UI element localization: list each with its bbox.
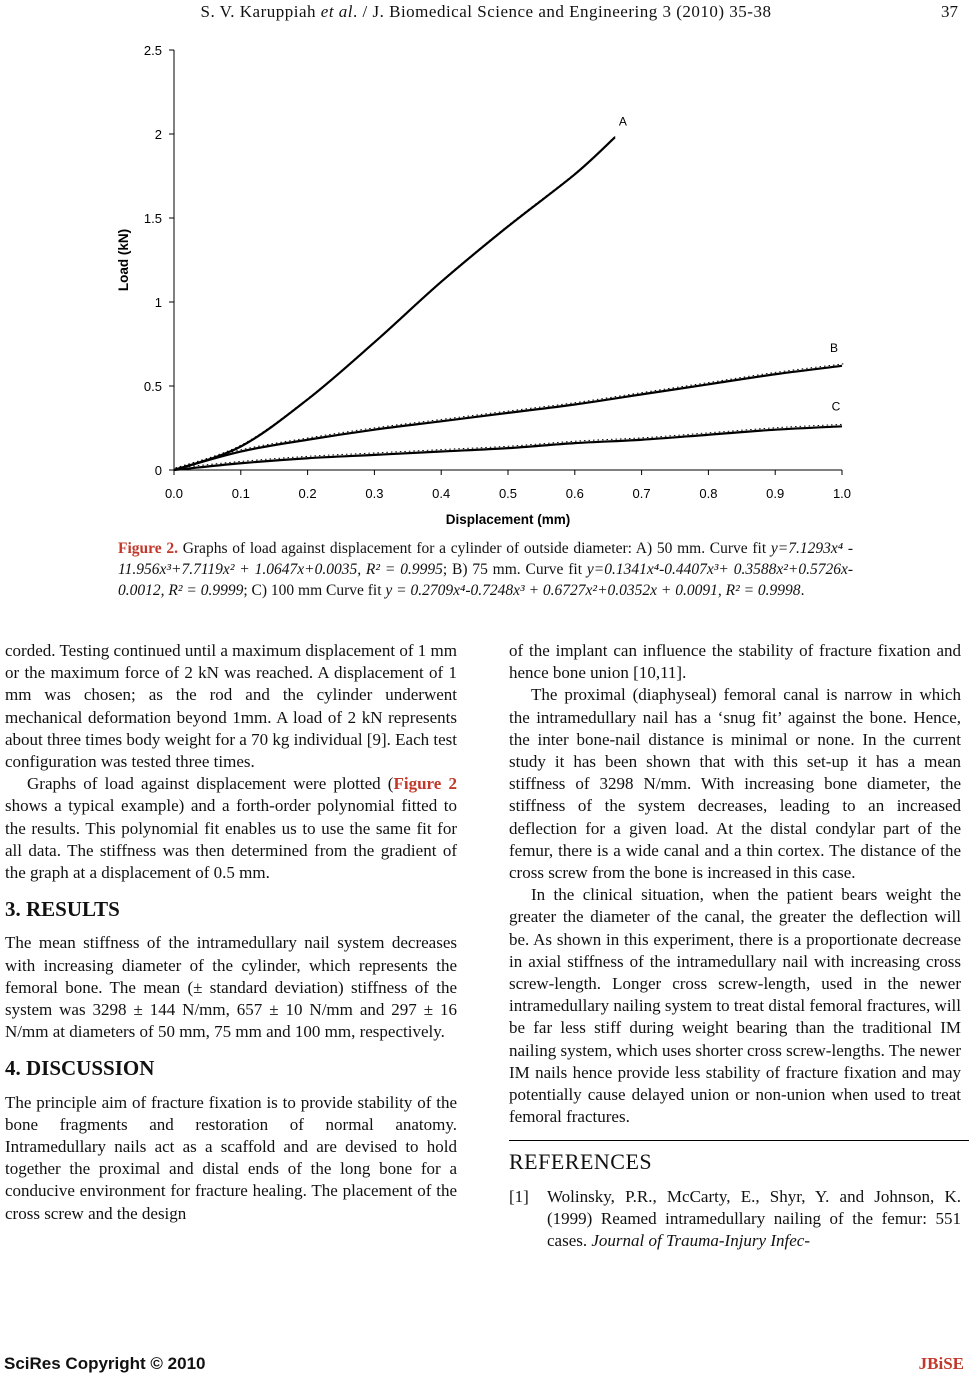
- discussion-heading: 4. DISCUSSION: [5, 1056, 155, 1081]
- discussion-paragraph: The principle aim of fracture fixation is to provide stability of the bone fragments and restoration of normal anatomy. Intramedullary nails act as a scaffold and are devised to hold together the proximal and distal ends of the long bone for a conducive environment for fracture healing. The placement of the cross screw and the design: [5, 1092, 457, 1223]
- y-tick-label: 1: [154, 295, 162, 310]
- reference-number: [1]: [509, 1186, 529, 1206]
- x-tick-label: 0.9: [766, 486, 785, 501]
- references-heading: REFERENCES: [509, 1149, 653, 1175]
- methods-paragraph-end: corded. Testing continued until a maximum displacement of 1 mm or the maximum force of 2 kN was reached. A displacement of 1 mm was chosen; as the rod and the cylinder underwent mechanical deformation beyond 1mm. A load of 2 kN represents about three times body weight for a 70 kg individual [9]. Each test configuration was tested three times.: [5, 641, 457, 772]
- x-tick-label: 0.2: [298, 486, 317, 501]
- caption-fit-a: y=7.1293x⁴ - 11.956x³+7.7119x² + 1.0647x+0.0035, R² = 0.9995: [118, 540, 854, 578]
- graphs-paragraph: [5, 773, 457, 884]
- caption-text-1: Graphs of load against displacement for a cylinder of outside diameter: A) 50 mm. Curve fit: [177, 540, 771, 557]
- caption-fit-c: y = 0.2709x⁴-0.7248x³ + 0.6727x²+0.0352x + 0.0091, R² = 0.9998: [385, 582, 801, 599]
- graphs-text-b: shows a typical example) and a forth-order polynomial fitted to the results. This polynomial fit enables us to use the same fit for all data. The stiffness was then determined from the gradient of the graph at a displacement of 0.5 mm.: [5, 796, 457, 883]
- x-tick-label: 0.0: [164, 486, 184, 501]
- caption-label: Figure 2.: [118, 540, 178, 557]
- series-a-line: [174, 137, 615, 470]
- figure-2-link[interactable]: Figure 2: [393, 774, 457, 794]
- x-tick-label: 0.8: [699, 486, 718, 501]
- header-journal: . / J. Biomedical Science and Engineering 3 (2010) 35-38: [353, 2, 772, 21]
- caption-text-2: ; B) 75 mm. Curve fit: [442, 561, 587, 578]
- right-column: [509, 640, 961, 1252]
- reference-item: [509, 1186, 961, 1253]
- reference-body: Wolinsky, P.R., McCarty, E., Shyr, Y. and Johnson, K. (1999) Reamed intramedullary nailing of the femur: 551 cases.: [547, 1186, 961, 1251]
- x-axis-label: Displacement (mm): [445, 512, 571, 527]
- y-tick-label: 2.5: [143, 43, 162, 58]
- y-axis-label: Load (kN): [116, 228, 131, 292]
- series-c-label: C: [831, 399, 841, 414]
- discussion-paragraph-cont: of the implant can influence the stability of fracture fixation and hence bone union [10,11].: [509, 641, 961, 683]
- caption-end: .: [800, 582, 805, 599]
- footer-copyright: SciRes Copyright © 2010: [4, 1354, 206, 1373]
- chart-marks: [174, 114, 844, 470]
- y-tick-label: 2: [154, 127, 162, 142]
- series-c-line: [174, 426, 842, 470]
- reference-journal: Journal of Trauma-Injury Infec-: [591, 1231, 810, 1251]
- header-authors: S. V. Karuppiah: [200, 2, 317, 21]
- results-paragraph: The mean stiffness of the intramedullary nail system decreases with increasing diameter of the cylinder, which represents the femoral bone. The mean (± standard deviation) stiffness of the system was 3298 ± 144 N/mm, 657 ± 10 N/mm and 297 ± 16 N/mm at diameters of 50 mm, 75 mm and 100 mm, respectively.: [5, 933, 457, 1042]
- page-header: [0, 0, 972, 28]
- x-tick-label: 0.4: [432, 486, 451, 501]
- x-tick-label: 0.5: [498, 486, 518, 501]
- series-a-label: A: [618, 114, 627, 129]
- x-tick-label: 1.0: [832, 486, 852, 501]
- series-b-line: [174, 366, 842, 470]
- x-tick-label: 0.1: [231, 486, 250, 501]
- y-tick-label: 0.5: [143, 379, 162, 394]
- footer-journal: JBiSE: [918, 1354, 964, 1373]
- references-divider: [509, 1140, 969, 1141]
- header-etal: et al: [320, 2, 354, 21]
- x-tick-label: 0.6: [565, 486, 584, 501]
- results-heading: 3. RESULTS: [5, 897, 120, 922]
- clinical-paragraph: In the clinical situation, when the patient bears weight the greater the diameter of the canal, the greater the deflection will be. As shown in this experiment, there is a proportionate decrease in axial stiffness of the intramedullary nail with increasing cross screw-length. Longer cross screw-length, used in the newer intramedullary nailing system to treat distal femoral fractures, will be far less stiff during weight bearing than the traditional IM nailing system, which uses shorter cross screw-lengths. The newer IM nails hence provide less stability of fracture fixation and may potentially cause delayed union or non-union when used to treat femoral fractures.: [509, 885, 961, 1127]
- load-displacement-chart: [100, 38, 880, 538]
- figure-caption: [118, 538, 853, 601]
- x-tick-label: 0.7: [632, 486, 651, 501]
- graphs-text-a: Graphs of load against displacement were plotted (: [27, 774, 394, 794]
- femoral-canal-paragraph: The proximal (diaphyseal) femoral canal is narrow in which the intramedullary nail has a ‘snug fit’ against the bone. Hence, the inter bone-nail distance is minimal or none. In the current study it has been shown that with this set-up it has a mean stiffness of 3298 N/mm. With increasing bone diameter, the stiffness of the system decreases, leading to an increased deflection for a given load. At the distal condylar part of the femur, there is a wide canal and a thin cortex. The distance of the cross screw from the bone is increased in this case.: [509, 685, 961, 883]
- y-tick-label: 1.5: [143, 211, 162, 226]
- page-footer: [0, 1350, 972, 1386]
- page-number: 37: [941, 2, 958, 21]
- running-head: [0, 2, 972, 22]
- caption-text-3: ; C) 100 mm Curve fit: [243, 582, 386, 599]
- reference-text: [547, 1186, 961, 1253]
- series-a-data-dots: [176, 135, 617, 468]
- y-tick-label: 0: [154, 463, 162, 478]
- x-tick-label: 0.3: [365, 486, 384, 501]
- caption-fit-b: y=0.1341x⁴-0.4407x³+ 0.3588x²+0.5726x-0.0012, R² = 0.9999: [118, 561, 853, 599]
- left-column: [5, 640, 457, 1225]
- series-b-label: B: [829, 340, 839, 355]
